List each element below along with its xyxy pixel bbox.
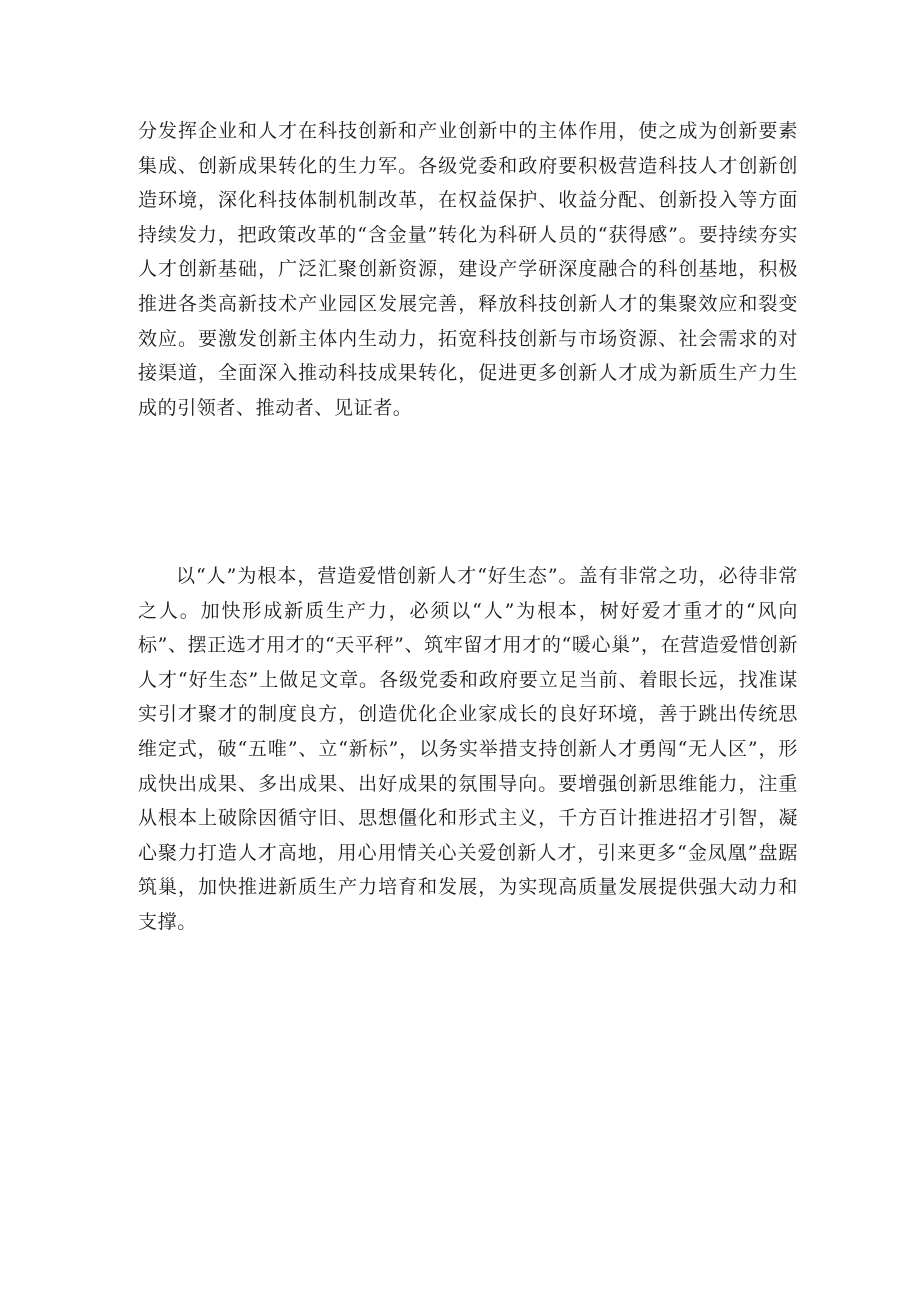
- paragraph-talent-ecology: 以“人”为根本，营造爱惜创新人才“好生态”。盖有非常之功，必待非常之人。加快形成新质生产力，必须以“人”为根本，树好爱才重才的“风向标”、摆正选才用才的“天平秤”、筑牢留才用才的“暖心巢”，在营造爱惜创新人才“好生态”上做足文章。各级党委和政府要立足当前、着眼长远，找准谋实引才聚才的制度良方，创造优化企业家成长的良好环境，善于跳出传统思维定式，破“五唯”、立“新标”，以务实举措支持创新人才勇闯“无人区”，形成快出成果、多出成果、出好成果的氛围导向。要增强创新思维能力，注重从根本上破除因循守旧、思想僵化和形式主义，千方百计推进招才引智，凝心聚力打造人才高地，用心用情关心关爱创新人才，引来更多“金凤凰”盘踞筑巢，加快推进新质生产力培育和发展，为实现高质量发展提供强大动力和支撑。: [138, 565, 798, 933]
- paragraph-continuation: 分发挥企业和人才在科技创新和产业创新中的主体作用，使之成为创新要素集成、创新成果转化的生力军。各级党委和政府要积极营造科技人才创新创造环境，深化科技体制机制改革，在权益保护、收益分配、创新投入等方面持续发力，把政策改革的“含金量”转化为科研人员的“获得感”。要持续夯实人才创新基础，广泛汇聚创新资源，建设产学研深度融合的科创基地，积极推进各类高新技术产业园区发展完善，释放科技创新人才的集聚效应和裂变效应。要激发创新主体内生动力，拓宽科技创新与市场资源、社会需求的对接渠道，全面深入推动科技成果转化，促进更多创新人才成为新质生产力生成的引领者、推动者、见证者。: [138, 120, 798, 419]
